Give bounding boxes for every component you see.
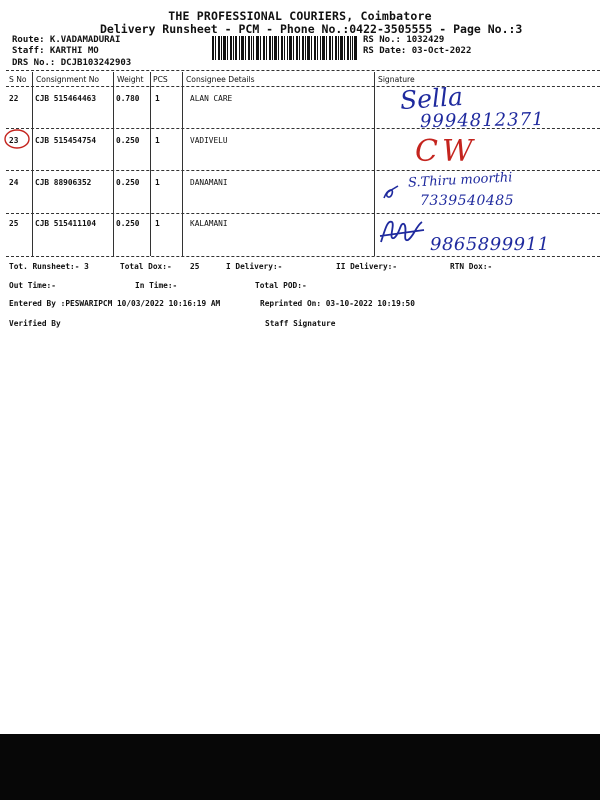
row-pcs: 1 (155, 94, 160, 103)
route-label: Route: K.VADAMADURAI (12, 35, 121, 45)
barcode (212, 36, 357, 60)
row-consignment: CJB 515454754 (35, 136, 97, 145)
row-pcs: 1 (155, 136, 160, 145)
row-sno: 24 (9, 178, 19, 187)
signature-flourish (380, 182, 404, 204)
col-consignee-header: Consignee Details (186, 75, 255, 84)
col-divider (32, 72, 33, 256)
total-dox-label: Total Dox:- (120, 262, 172, 271)
row-consignment: CJB 515411104 (35, 219, 97, 228)
row-consignee: VADIVELU (190, 136, 228, 145)
mark-row23: CW (415, 134, 477, 169)
staff-label: Staff: KARTHI MO (12, 46, 99, 56)
col-divider (182, 72, 183, 256)
scan-dark-band (0, 734, 600, 800)
second-delivery-label: II Delivery:- (336, 262, 398, 271)
first-delivery-label: I Delivery:- (226, 262, 283, 271)
table-top-rule (6, 70, 600, 71)
row-consignment: CJB 88906352 (35, 178, 92, 187)
total-dox-value: 25 (190, 262, 200, 271)
col-divider (150, 72, 151, 256)
col-signature-header: Signature (378, 75, 415, 84)
col-divider (374, 72, 375, 256)
row-weight: 0.250 (116, 136, 140, 145)
row-sno: 25 (9, 219, 19, 228)
col-consignment-header: Consignment No (36, 75, 100, 84)
verified-by-label: Verified By (9, 319, 61, 328)
rs-date: RS Date: 03-Oct-2022 (363, 46, 472, 56)
row-rule (6, 213, 600, 214)
rtn-dox-label: RTN Dox:- (450, 262, 493, 271)
out-time-label: Out Time:- (9, 281, 56, 290)
in-time-label: In Time:- (135, 281, 178, 290)
phone-row22: 9994812371 (419, 108, 545, 133)
total-runsheet: Tot. Runsheet:- 3 (9, 262, 89, 271)
runsheet-subtitle: Delivery Runsheet - PCM - Phone No.:0422-3505555 - Page No.:3 (100, 22, 523, 36)
rs-number: RS No.: 1032429 (363, 35, 445, 45)
col-sno-header: S No (9, 75, 27, 84)
reprinted-on: Reprinted On: 03-10-2022 10:19:50 (260, 299, 415, 308)
row-consignee: ALAN CARE (190, 94, 233, 103)
table-header-rule (6, 86, 600, 87)
col-weight-header: Weight (117, 75, 144, 84)
row-sno: 23 (9, 136, 19, 145)
row-weight: 0.780 (116, 94, 140, 103)
circle-mark (3, 128, 33, 150)
entered-by: Entered By :PESWARIPCM 10/03/2022 10:16:19 AM (9, 299, 221, 308)
col-pcs-header: PCS (153, 75, 168, 84)
company-title: THE PROFESSIONAL COURIERS, Coimbatore (168, 9, 432, 23)
row-weight: 0.250 (116, 219, 140, 228)
table-bottom-rule (6, 256, 600, 257)
phone-row25: 9865899911 (430, 234, 550, 255)
row-sno: 22 (9, 94, 19, 103)
row-consignment: CJB 515464463 (35, 94, 97, 103)
row-consignee: DANAMANI (190, 178, 228, 187)
phone-row24: 7339540485 (420, 193, 515, 209)
total-pod-label: Total POD:- (255, 281, 307, 290)
row-pcs: 1 (155, 178, 160, 187)
staff-signature-label: Staff Signature (265, 319, 336, 328)
signature-scribble-row25 (378, 216, 428, 250)
col-divider (113, 72, 114, 256)
row-weight: 0.250 (116, 178, 140, 187)
row-consignee: KALAMANI (190, 219, 228, 228)
drs-number: DRS No.: DCJB103242903 (12, 58, 132, 68)
row-pcs: 1 (155, 219, 160, 228)
signature-row22: Sella (399, 81, 464, 116)
signature-row24: S.Thiru moorthi (407, 170, 513, 191)
